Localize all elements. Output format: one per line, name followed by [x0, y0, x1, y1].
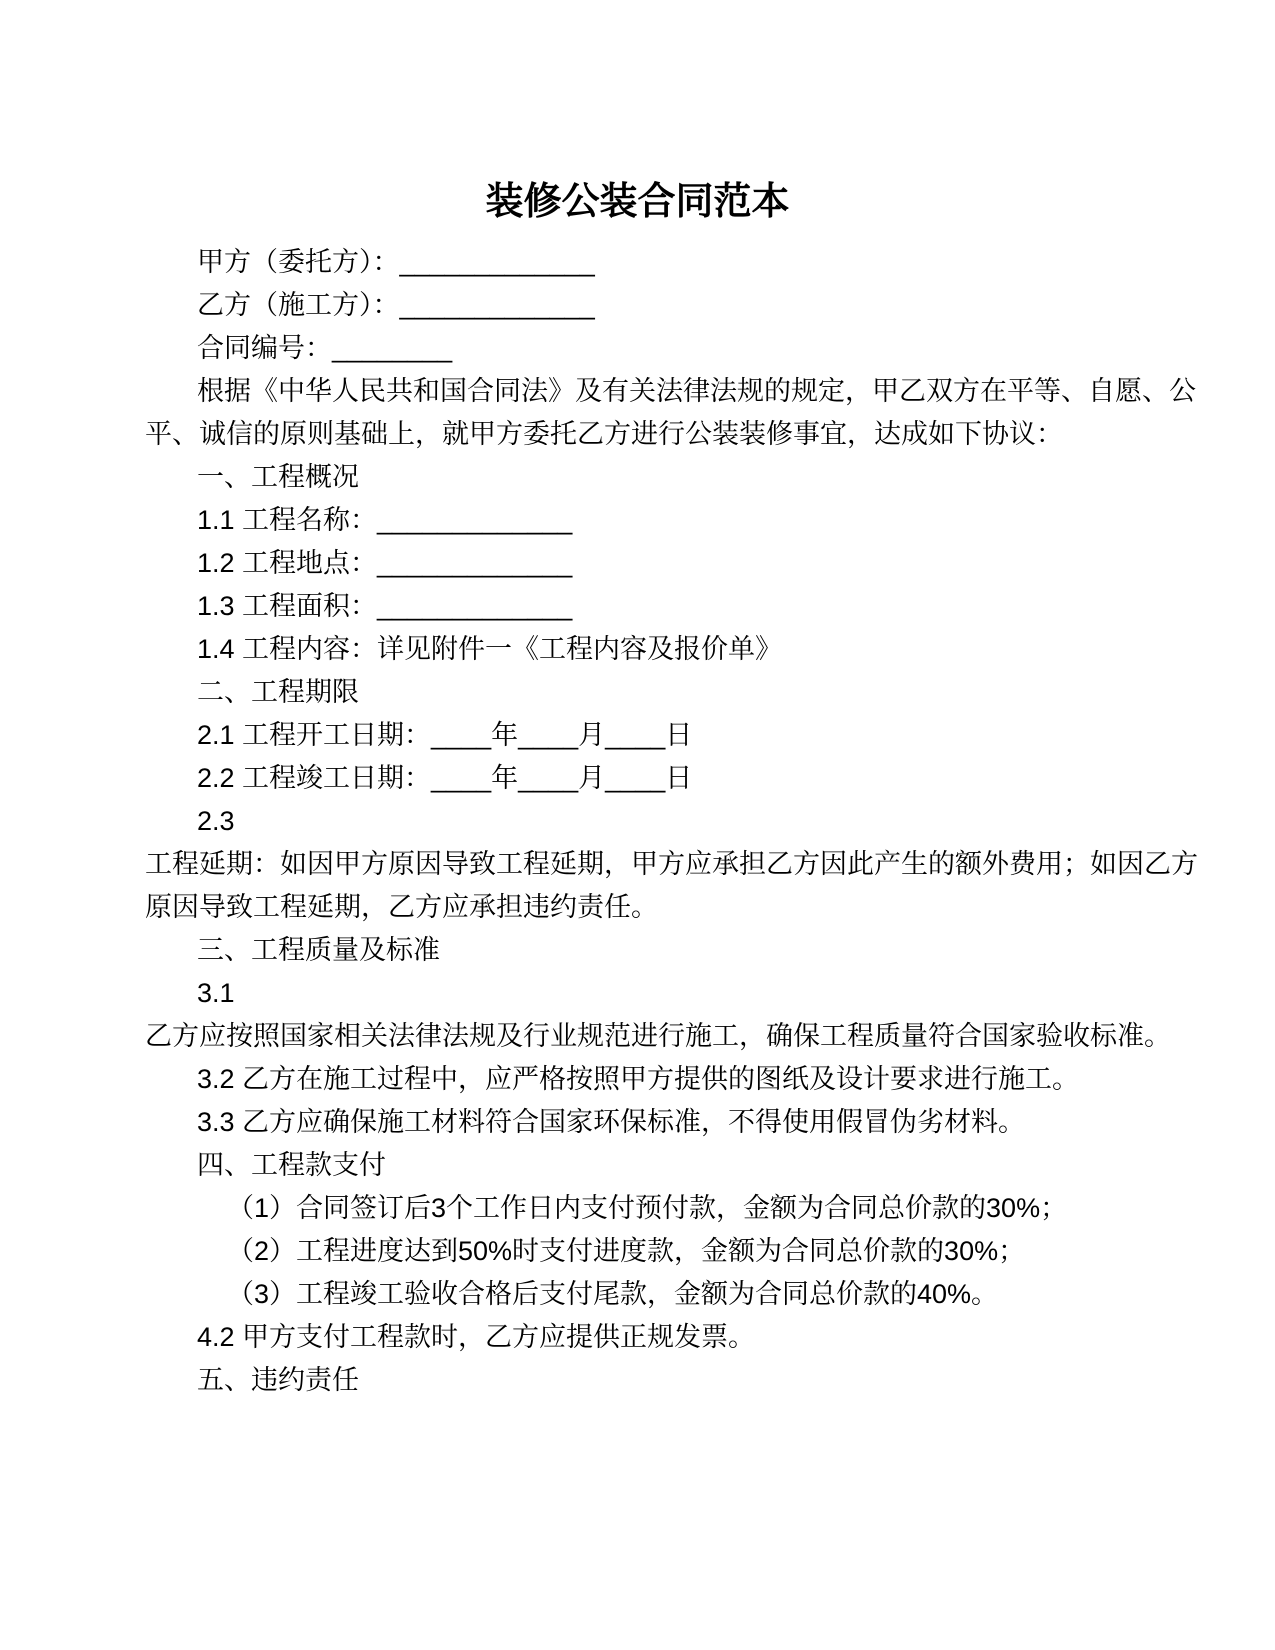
text-line: 三、工程质量及标准	[197, 935, 440, 965]
text-line: 2.1 工程开工日期：____年____月____日	[197, 720, 693, 750]
text-line: 一、工程概况	[197, 462, 359, 492]
text-line: 根据《中华人民共和国合同法》及有关法律法规的规定，甲乙双方在平等、自愿、公	[197, 376, 1196, 406]
text-line: 五、违约责任	[197, 1365, 359, 1395]
text-line: 1.1 工程名称：_____________	[197, 505, 573, 535]
text-line: （1）合同签订后3个工作日内支付预付款，金额为合同总价款的30%；	[227, 1193, 1068, 1223]
text-line: 乙方应按照国家相关法律法规及行业规范进行施工，确保工程质量符合国家验收标准。	[145, 1021, 1171, 1051]
text-line: 3.2 乙方在施工过程中，应严格按照甲方提供的图纸及设计要求进行施工。	[197, 1064, 1080, 1094]
text-line: 3.1	[197, 978, 235, 1008]
text-line: 2.3	[197, 806, 235, 836]
contract-body	[145, 241, 1198, 1402]
text-line: 1.3 工程面积：_____________	[197, 591, 573, 621]
text-line: 工程延期：如因甲方原因导致工程延期，甲方应承担乙方因此产生的额外费用；如因乙方	[145, 849, 1198, 879]
text-line: （3）工程竣工验收合格后支付尾款，金额为合同总价款的40%。	[227, 1279, 999, 1309]
text-line: 1.4 工程内容：详见附件一《工程内容及报价单》	[197, 634, 783, 664]
text-line: 甲方（委托方）：_____________	[197, 247, 595, 277]
text-line: 合同编号：________	[197, 333, 453, 363]
text-line: 2.2 工程竣工日期：____年____月____日	[197, 763, 693, 793]
text-line: 四、工程款支付	[197, 1150, 386, 1180]
text-line: 原因导致工程延期，乙方应承担违约责任。	[145, 892, 658, 922]
text-line: （2）工程进度达到50%时支付进度款，金额为合同总价款的30%；	[227, 1236, 1026, 1266]
page-title: 装修公装合同范本	[485, 181, 790, 223]
text-line: 1.2 工程地点：_____________	[197, 548, 573, 578]
text-line: 3.3 乙方应确保施工材料符合国家环保标准，不得使用假冒伪劣材料。	[197, 1107, 1026, 1137]
text-line: 平、诚信的原则基础上，就甲方委托乙方进行公装装修事宜，达成如下协议：	[145, 419, 1063, 449]
text-line: 4.2 甲方支付工程款时，乙方应提供正规发票。	[197, 1322, 756, 1352]
text-line: 乙方（施工方）：_____________	[197, 290, 595, 320]
text-line: 二、工程期限	[197, 677, 359, 707]
